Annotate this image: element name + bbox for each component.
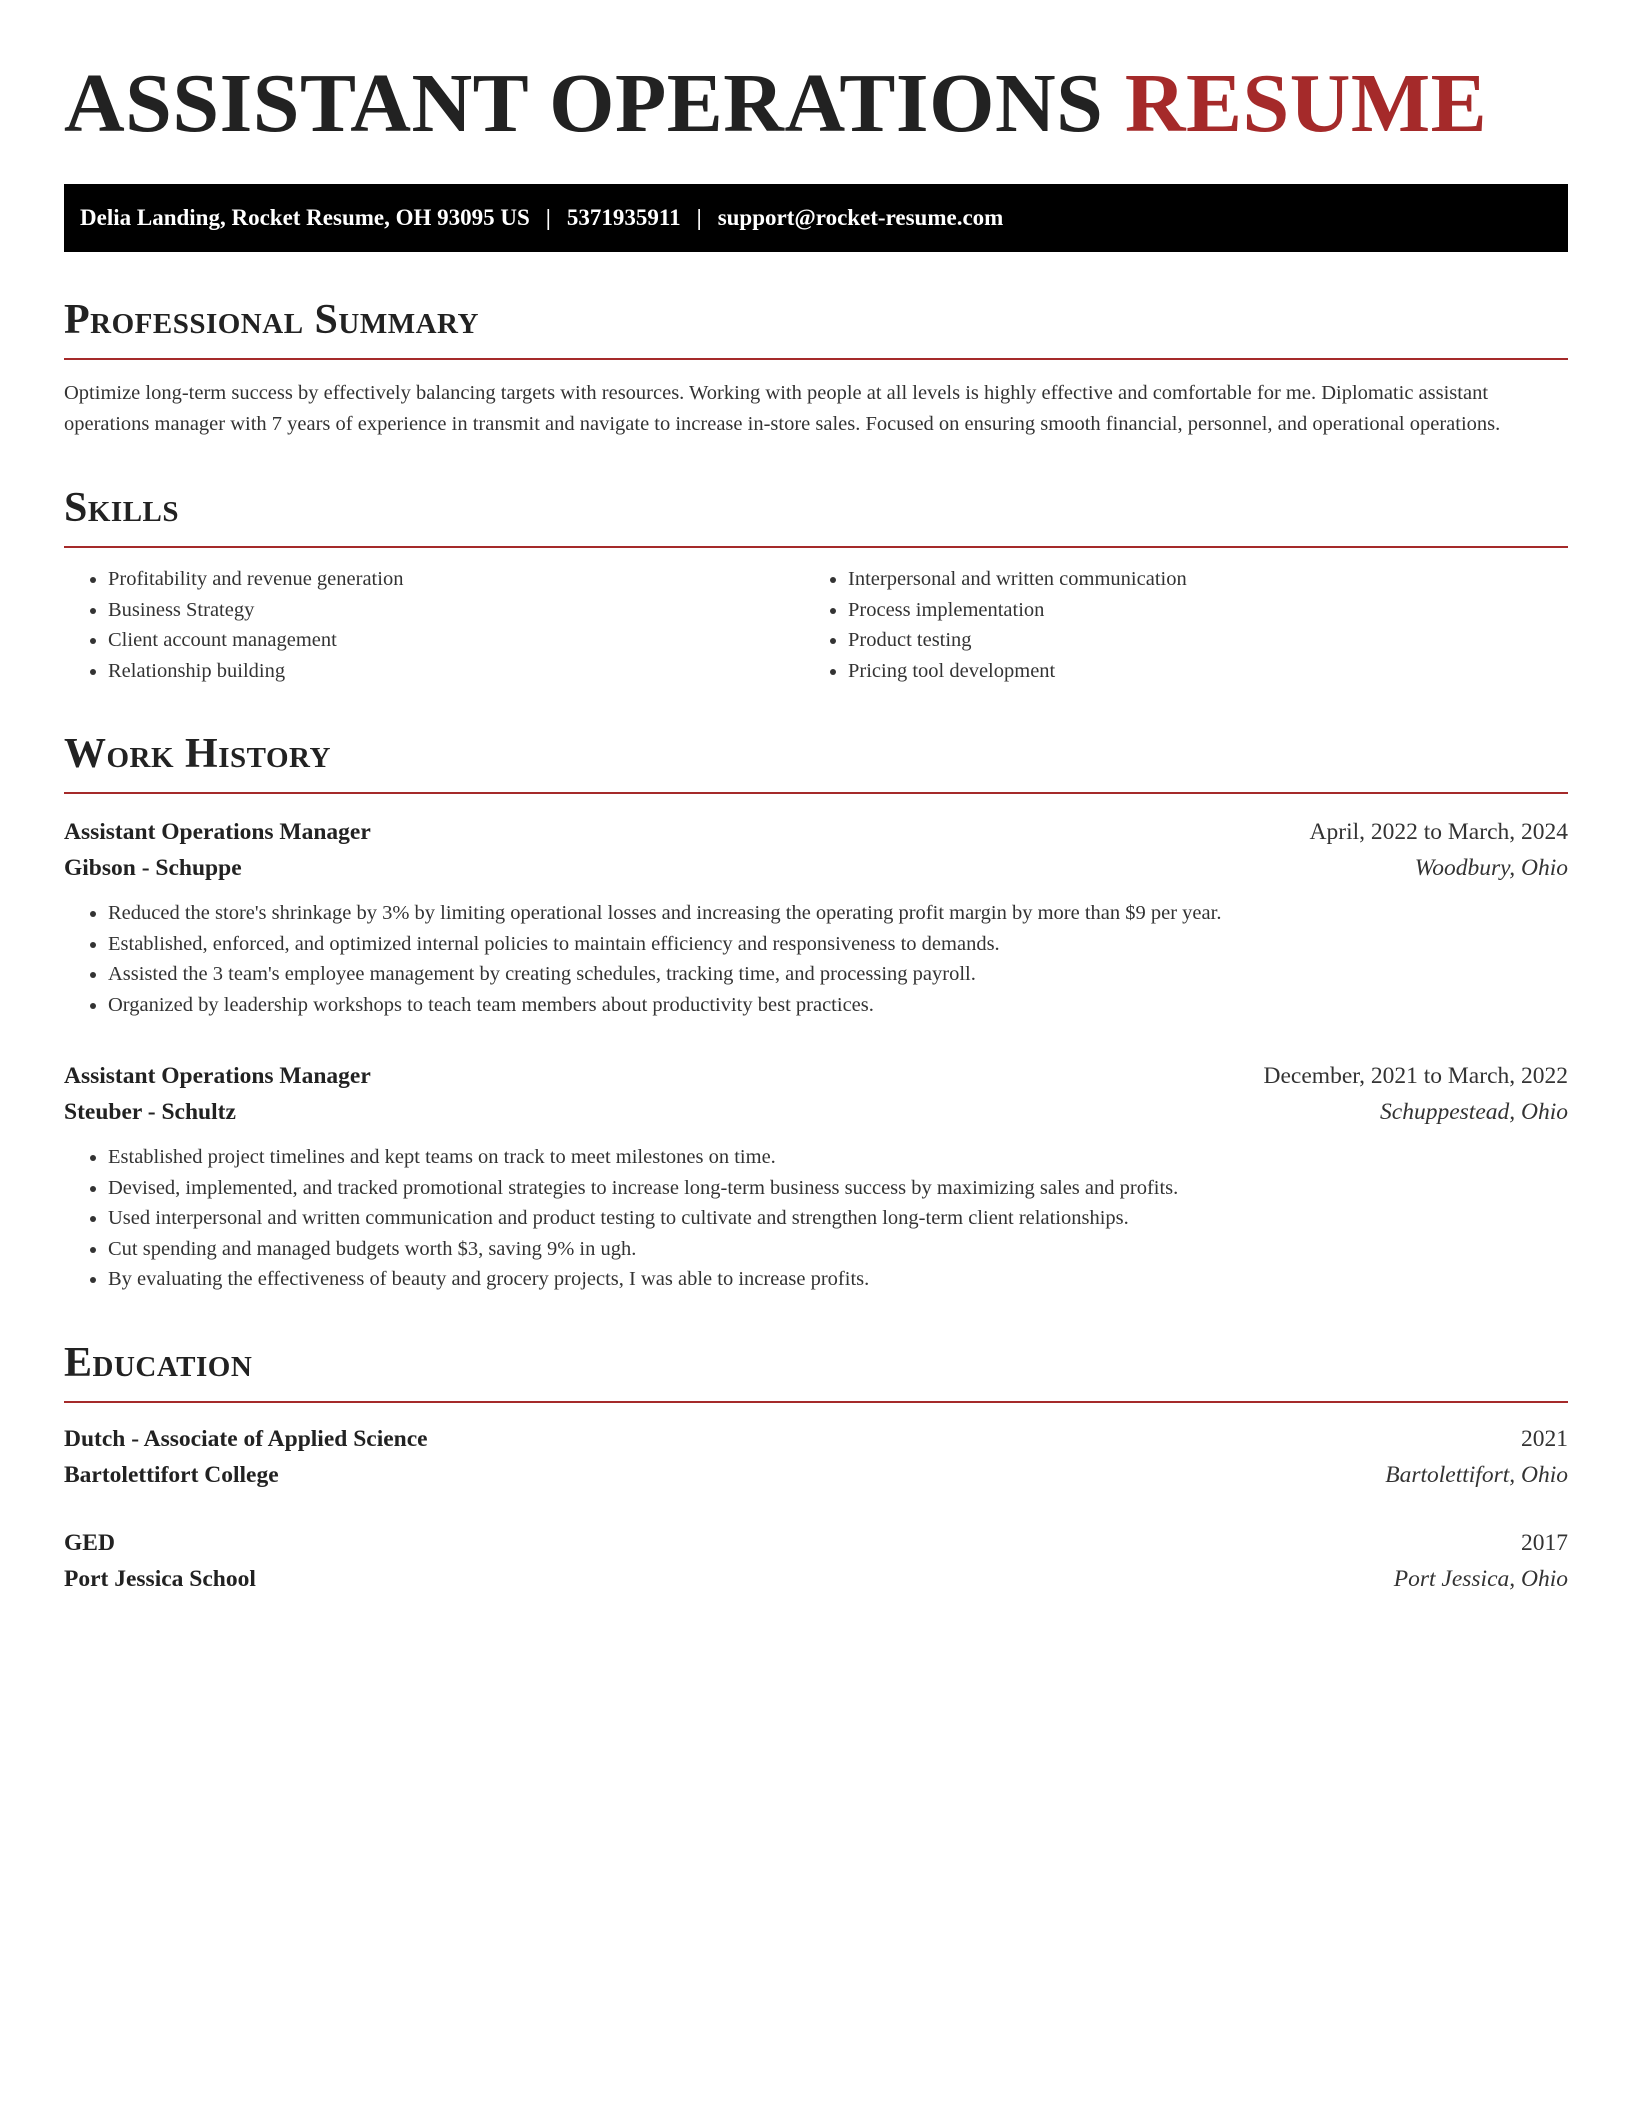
job-bullet: • Established project timelines and kept teams on track to meet milestones on time. [108, 1142, 1568, 1173]
resume-title [64, 58, 1568, 150]
education-heading: Education [64, 1339, 1568, 1403]
job-bullets [64, 1142, 1568, 1295]
education-location: Port Jessica, Ohio [1393, 1565, 1568, 1592]
title-accent: RESUME [1124, 57, 1488, 150]
education-degree: GED [64, 1529, 115, 1556]
work-entry-subheader [64, 1094, 1568, 1130]
job-bullet: • Cut spending and managed budgets worth $3, saving 9% in ugh. [108, 1234, 1568, 1265]
skill-item: • Client account management [108, 625, 804, 656]
job-location: Schuppestead, Ohio [1380, 1099, 1568, 1125]
skills-column-left [64, 564, 804, 686]
education-school: Port Jessica School [64, 1565, 256, 1592]
title-main: ASSISTANT OPERATIONS [64, 57, 1104, 150]
summary-text: Optimize long-term success by effectively balancing targets with resources. Working with people at all levels is highly effective and comfortable for me. Diplomatic assistant operations manager with 7 years of experience in transmit and navigate to increase in-store sales. Focused on ensuring smooth financial, personnel, and operational operations. [64, 382, 1501, 435]
contact-phone: 5371935911 [566, 205, 681, 230]
skill-item: • Pricing tool development [848, 656, 1544, 687]
job-title: Assistant Operations Manager [64, 1063, 371, 1089]
job-bullet: • Established, enforced, and optimized internal policies to maintain efficiency and responsiveness to demands. [108, 929, 1568, 960]
contact-separator: | [545, 205, 551, 230]
education-location: Bartolettifort, Ohio [1385, 1461, 1568, 1488]
skill-item: • Profitability and revenue generation [108, 564, 804, 595]
contact-email: support@rocket-resume.com [717, 205, 1004, 230]
education-year: 2021 [1521, 1425, 1568, 1452]
job-bullet: • Reduced the store's shrinkage by 3% by limiting operational losses and increasing the operating profit margin by more than $9 per year. [108, 898, 1568, 929]
work-entry [64, 814, 1568, 1020]
education-entry-header [64, 1525, 1568, 1561]
job-company: Steuber - Schultz [64, 1099, 236, 1125]
job-location: Woodbury, Ohio [1414, 855, 1568, 881]
skill-item: • Business Strategy [108, 595, 804, 626]
contact-separator: | [696, 205, 702, 230]
skills-heading: Skills [64, 484, 1568, 548]
summary-heading: Professional Summary [64, 296, 1568, 360]
skills-list [64, 564, 1568, 686]
contact-address: Delia Landing, Rocket Resume, OH 93095 US [80, 205, 530, 230]
job-bullet: • By evaluating the effectiveness of beauty and grocery projects, I was able to increase profits. [108, 1264, 1568, 1295]
work-entry-header [64, 814, 1568, 850]
education-year: 2017 [1521, 1529, 1568, 1556]
work-entry-header [64, 1058, 1568, 1094]
education-entry-header [64, 1421, 1568, 1457]
skill-item: • Product testing [848, 625, 1544, 656]
job-dates: December, 2021 to March, 2022 [1263, 1063, 1568, 1089]
skill-item: • Relationship building [108, 656, 804, 687]
job-bullet: • Devised, implemented, and tracked promotional strategies to increase long-term business success by maximizing sales and profits. [108, 1173, 1568, 1204]
job-title: Assistant Operations Manager [64, 819, 371, 845]
education-entry [64, 1421, 1568, 1493]
job-bullet: • Organized by leadership workshops to teach team members about productivity best practices. [108, 990, 1568, 1021]
contact-bar [64, 184, 1568, 252]
work-history-heading: Work History [64, 730, 1568, 794]
skill-item: • Interpersonal and written communication [848, 564, 1544, 595]
work-entry [64, 1058, 1568, 1295]
job-bullet: • Used interpersonal and written communication and product testing to cultivate and strengthen long-term client relationships. [108, 1203, 1568, 1234]
skill-item: • Process implementation [848, 595, 1544, 626]
skills-column-right [804, 564, 1544, 686]
education-school: Bartolettifort College [64, 1461, 279, 1488]
job-company: Gibson - Schuppe [64, 855, 242, 881]
job-bullets [64, 898, 1568, 1020]
job-bullet: • Assisted the 3 team's employee management by creating schedules, tracking time, and processing payroll. [108, 959, 1568, 990]
education-entry-subheader [64, 1561, 1568, 1597]
job-dates: April, 2022 to March, 2024 [1309, 819, 1568, 845]
education-entry [64, 1525, 1568, 1597]
education-degree: Dutch - Associate of Applied Science [64, 1425, 428, 1452]
work-entry-subheader [64, 850, 1568, 886]
education-entry-subheader [64, 1457, 1568, 1493]
